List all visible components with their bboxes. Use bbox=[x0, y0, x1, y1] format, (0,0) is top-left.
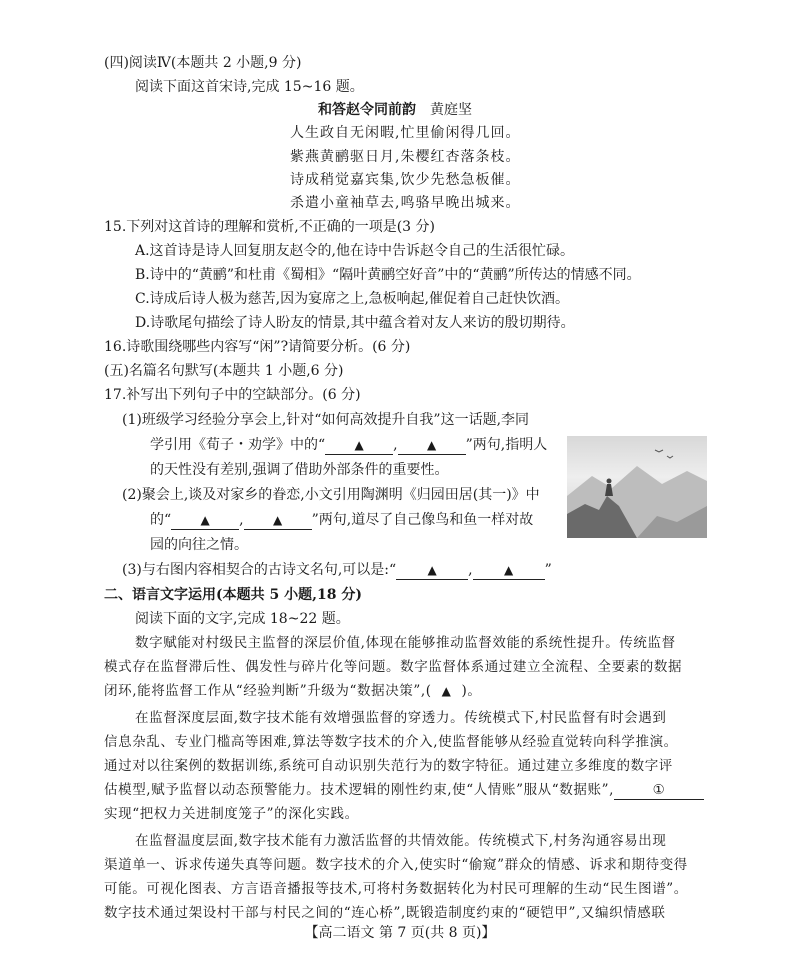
separator: , bbox=[239, 512, 244, 528]
para3-line: 可能。可视化图表、方言语音播报等技术,可将村务数据转化为村民可理解的生动“民生图谱”。 bbox=[104, 881, 688, 897]
separator: , bbox=[393, 437, 398, 453]
sec5-header: (五)名篇名句默写(本题共 1 小题,6 分) bbox=[104, 363, 344, 379]
para1-text: 闭环,能将监督工作从“经验判断”升级为“数据决策”,( bbox=[104, 683, 432, 699]
q15-option-d: D.诗歌尾句描绘了诗人盼友的情景,其中蕴含着对友人来访的殷切期待。 bbox=[135, 315, 575, 331]
bird-icon bbox=[667, 456, 673, 458]
blank-triangle-icon: ▲ bbox=[427, 563, 437, 577]
q17-2-line2 bbox=[150, 511, 533, 530]
page-footer: 【高二语文 第 7 页(共 8 页)】 bbox=[304, 925, 496, 941]
q15-option-c: C.诗成后诗人极为慈苦,因为宴席之上,急板响起,催促着自己赶快饮酒。 bbox=[135, 291, 570, 307]
q17-3-line bbox=[122, 561, 552, 580]
blank-triangle-icon: ▲ bbox=[354, 438, 364, 452]
answer-blank[interactable] bbox=[325, 436, 393, 455]
answer-blank[interactable] bbox=[473, 561, 545, 580]
para3-line: 数字技术通过架设村干部与村民之间的“连心桥”,既锻造制度约束的“硬铠甲”,又编织情感联 bbox=[104, 905, 666, 921]
para1-end: )。 bbox=[461, 683, 482, 699]
poem-line: 诗成稍觉嘉宾集,饮少先愁急板催。 bbox=[290, 172, 521, 188]
question-17: 17.补写出下列句子中的空缺部分。(6 分) bbox=[104, 387, 361, 403]
q17-1-line1: (1)班级学习经验分享会上,针对“如何高效提升自我”这一话题,李同 bbox=[122, 412, 530, 428]
para1-line: 模式存在监督滞后性、偶发性与碎片化等问题。数字监督体系通过建立全流程、全要素的数据 bbox=[104, 659, 683, 675]
blank-triangle-icon: ▲ bbox=[273, 513, 283, 527]
q17-3-text-a: (3)与右图内容相契合的古诗文名句,可以是:“ bbox=[122, 562, 397, 578]
part2-header: 二、语言文字运用(本题共 5 小题,18 分) bbox=[104, 587, 362, 603]
blank-triangle-icon[interactable]: ▲ bbox=[441, 684, 452, 698]
q17-1-line2 bbox=[150, 436, 547, 455]
poem-title bbox=[318, 101, 472, 119]
separator: , bbox=[468, 562, 473, 578]
para2-line: 实现“把权力关进制度笼子”的深化实践。 bbox=[104, 806, 359, 822]
para3-line: 渠道单一、诉求传递失真等问题。数字技术的介入,使实时“偷窥”群众的情感、诉求和期待变得 bbox=[104, 857, 688, 873]
q15-option-b: B.诗中的“黄鹂”和杜甫《蜀相》“隔叶黄鹂空好音”中的“黄鹂”所传达的情感不同。 bbox=[135, 267, 641, 283]
para2-line bbox=[104, 781, 704, 800]
q17-2-text-b: ”两句,道尽了自己像鸟和鱼一样对故 bbox=[311, 512, 534, 528]
part2-intro: 阅读下面的文字,完成 18~22 题。 bbox=[135, 611, 350, 627]
q17-1-text-b: ”两句,指明人 bbox=[465, 437, 548, 453]
q17-1-text-a: 学引用《荀子・劝学》中的“ bbox=[150, 437, 326, 453]
para2-line: 信息杂乱、专业门槛高等困难,算法等数字技术的介入,使监督能够从经验直觉转向科学推演。 bbox=[104, 734, 678, 750]
answer-blank[interactable] bbox=[244, 511, 312, 530]
q15-option-a: A.这首诗是诗人回复朋友赵令的,他在诗中告诉赵令自己的生活很忙碌。 bbox=[135, 243, 575, 259]
para2-text: 估模型,赋予监督以动态预警能力。技术逻辑的刚性约束,使“人情账”服从“数据账”, bbox=[104, 782, 614, 798]
answer-blank[interactable] bbox=[171, 511, 239, 530]
q17-3-text-b: ” bbox=[544, 562, 552, 578]
para1-line bbox=[104, 682, 481, 700]
q17-2-line1: (2)聚会上,谈及对家乡的眷恋,小文引用陶渊明《归园田居(其一)》中 bbox=[122, 487, 540, 503]
question-15: 15.下列对这首诗的理解和赏析,不正确的一项是(3 分) bbox=[104, 219, 435, 235]
poem-title-text: 和答赵令同前韵 bbox=[318, 102, 416, 118]
para2-line: 通过对以往案例的数据训练,系统可自动识别失范行为的数字特征。通过建立多维度的数字评 bbox=[104, 758, 673, 774]
para1-line: 数字赋能对村级民主监督的深层价值,体现在能够推动监督效能的系统性提升。传统监督 bbox=[135, 635, 676, 651]
para2-line: 在监督深度层面,数字技术能有效增强监督的穿透力。传统模式下,村民监督有时会遇到 bbox=[135, 710, 667, 726]
sec4-header: (四)阅读Ⅳ(本题共 2 小题,9 分) bbox=[104, 55, 302, 71]
poem-author: 黄庭坚 bbox=[430, 102, 472, 118]
landscape-illustration bbox=[567, 436, 707, 538]
bird-icon bbox=[655, 450, 663, 452]
blank-triangle-icon: ▲ bbox=[200, 513, 210, 527]
para3-line: 在监督温度层面,数字技术能有力激活监督的共情效能。传统模式下,村务沟通容易出现 bbox=[135, 833, 667, 849]
blank-triangle-icon: ▲ bbox=[503, 563, 514, 577]
person-head bbox=[607, 479, 612, 484]
sec4-intro: 阅读下面这首宋诗,完成 15~16 题。 bbox=[135, 79, 364, 95]
question-16: 16.诗歌围绕哪些内容写“闲”?请简要分析。(6 分) bbox=[104, 339, 411, 355]
q17-2-text-a: 的“ bbox=[150, 512, 172, 528]
poem-line: 紫燕黄鹂驱日月,朱樱红杏落条枝。 bbox=[290, 149, 521, 165]
answer-blank[interactable] bbox=[398, 436, 466, 455]
blank-triangle-icon: ▲ bbox=[427, 438, 437, 452]
landscape-image bbox=[567, 436, 707, 538]
blank-1[interactable]: ① bbox=[614, 781, 704, 800]
poem-line: 杀遣小童袖草去,鸣骆早晚出城来。 bbox=[290, 195, 521, 211]
answer-blank[interactable] bbox=[396, 561, 468, 580]
q17-1-line3: 的天性没有差别,强调了借助外部条件的重要性。 bbox=[150, 462, 449, 478]
poem-line: 人生政自无闲暇,忙里偷闲得几回。 bbox=[290, 125, 521, 141]
q17-2-line3: 园的向往之情。 bbox=[150, 537, 248, 553]
